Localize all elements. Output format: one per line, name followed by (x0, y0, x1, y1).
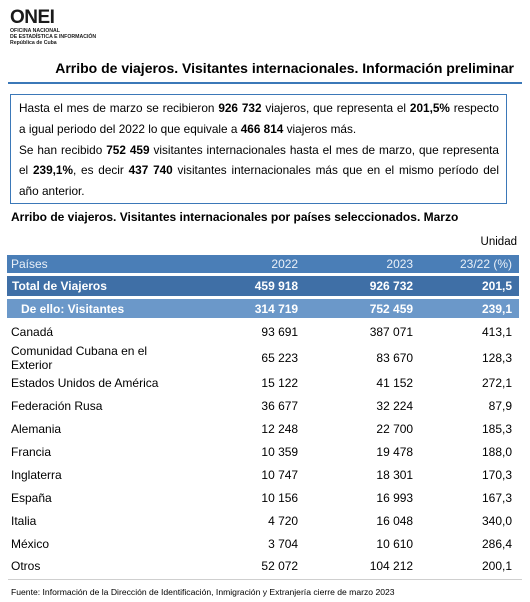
table-row (7, 441, 519, 464)
table-row (7, 532, 519, 555)
table-row (7, 395, 519, 418)
total-row (7, 276, 519, 296)
footer-divider (8, 579, 522, 580)
value-2022: 10 747 (261, 467, 299, 482)
header-paises: Países (7, 255, 179, 273)
value-2022: 93 691 (261, 325, 299, 340)
country-name: Otros (11, 559, 41, 574)
ratio-value: 188,0 (481, 445, 512, 459)
logo-wordmark: ONEI (10, 7, 55, 28)
table-row (7, 344, 519, 372)
value-2022: 12 248 (261, 422, 299, 437)
ratio-value: 87,9 (488, 399, 512, 414)
table-row (7, 555, 519, 578)
ratio-value: 340,0 (481, 513, 512, 528)
table-row (7, 418, 519, 441)
country-name: Estados Unidos de América (11, 376, 159, 391)
country-name: Alemania (11, 422, 62, 437)
value-2023: 18 301 (376, 467, 414, 482)
value-2022: 65 223 (261, 350, 299, 365)
summary-text: visitantes internacionales hasta el mes de marzo, que representa el (19, 142, 499, 178)
country-name: México (11, 536, 50, 551)
value-2022: 15 122 (261, 376, 299, 391)
visitantes-ratio: 239,1 (419, 299, 519, 318)
table-row (7, 321, 519, 344)
value-2022: 36 677 (261, 399, 299, 414)
ratio-value: 170,3 (481, 467, 512, 482)
value-2023: 32 224 (376, 399, 414, 414)
summary-text: Hasta el mes de marzo se recibieron (19, 101, 219, 115)
summary-text: viajeros, que representa el (261, 101, 410, 115)
value-2023: 104 212 (369, 559, 414, 574)
ratio-value: 272,1 (481, 376, 512, 391)
summary-text: visitantes internacionales más que en el mismo período del año anterior. (19, 163, 499, 199)
header-2023: 2023 (304, 255, 419, 273)
source-footnote: Fuente: Información de la Dirección de Identificación, Inmigración y Extranjería cierre de marzo 2023 (11, 587, 395, 597)
ratio-value: 200,1 (481, 559, 512, 574)
value-2023: 19 478 (376, 445, 414, 459)
value-2022: 4 720 (268, 513, 299, 528)
summary-value: 752 459 (106, 142, 150, 157)
value-2023: 16 048 (376, 513, 414, 528)
visitantes-row (7, 299, 519, 318)
logo-line-3: República de Cuba (10, 40, 57, 46)
country-name: Canadá (11, 325, 54, 340)
visitantes-label: De ello: Visitantes (7, 299, 179, 318)
unit-label: Unidad (480, 236, 517, 248)
summary-text: Se han recibido (19, 142, 107, 157)
header-ratio: 23/22 (%) (419, 255, 519, 273)
value-2022: 52 072 (261, 559, 299, 574)
value-2023: 387 071 (369, 325, 414, 340)
country-name: Federación Rusa (11, 399, 103, 414)
total-ratio: 201,5 (419, 276, 519, 296)
value-2022: 10 156 (261, 490, 299, 505)
logo-line-2: DE ESTADÍSTICA E INFORMACIÓN (10, 34, 97, 40)
summary-value: 466 814 (240, 121, 284, 136)
table-row (7, 509, 519, 532)
summary-text: viajeros más. (283, 121, 357, 136)
total-label: Total de Viajeros (7, 276, 179, 296)
travelers-table (7, 255, 519, 578)
onei-logo (10, 8, 96, 46)
header-2022: 2022 (179, 255, 304, 273)
country-name: Italia (11, 513, 37, 528)
value-2023: 22 700 (376, 422, 414, 437)
value-2023: 41 152 (376, 376, 414, 391)
logo-line-1: OFICINA NACIONAL (10, 28, 60, 34)
value-2023: 10 610 (376, 536, 414, 551)
summary-paragraph-travelers (19, 98, 499, 140)
summary-value: 201,5% (409, 101, 450, 115)
visitantes-2023: 752 459 (304, 299, 419, 318)
summary-value: 239,1% (32, 163, 73, 178)
ratio-value: 128,3 (481, 350, 512, 365)
table-subtitle: Arribo de viajeros. Visitantes internacionales por países seleccionados. Marzo (11, 210, 459, 224)
visitantes-2022: 314 719 (179, 299, 304, 318)
page-title: Arribo de viajeros. Visitantes internacionales. Información preliminar (55, 60, 514, 76)
table-header-row (7, 255, 519, 273)
summary-box (10, 94, 507, 204)
total-2023: 926 732 (304, 276, 419, 296)
total-2022: 459 918 (179, 276, 304, 296)
ratio-value: 286,4 (481, 536, 512, 551)
summary-paragraph-visitors (19, 140, 499, 202)
ratio-value: 167,3 (481, 490, 512, 505)
country-name: Comunidad Cubana en el Exterior (11, 343, 148, 372)
table-row (7, 372, 519, 395)
summary-value: 926 732 (218, 101, 262, 115)
summary-text: , es decir (72, 163, 129, 178)
country-name: Francia (11, 445, 52, 459)
country-name: Inglaterra (11, 467, 62, 482)
value-2023: 83 670 (376, 350, 414, 365)
summary-text: respecto a igual periodo del 2022 lo que equivale a (19, 101, 499, 136)
title-bar (8, 60, 522, 84)
summary-value: 437 740 (128, 163, 173, 178)
value-2023: 16 993 (376, 490, 414, 505)
ratio-value: 413,1 (481, 325, 512, 340)
table-row (7, 463, 519, 486)
value-2022: 3 704 (268, 536, 299, 551)
table-row (7, 486, 519, 509)
country-name: España (11, 490, 52, 505)
ratio-value: 185,3 (481, 422, 512, 437)
value-2022: 10 359 (261, 445, 299, 459)
